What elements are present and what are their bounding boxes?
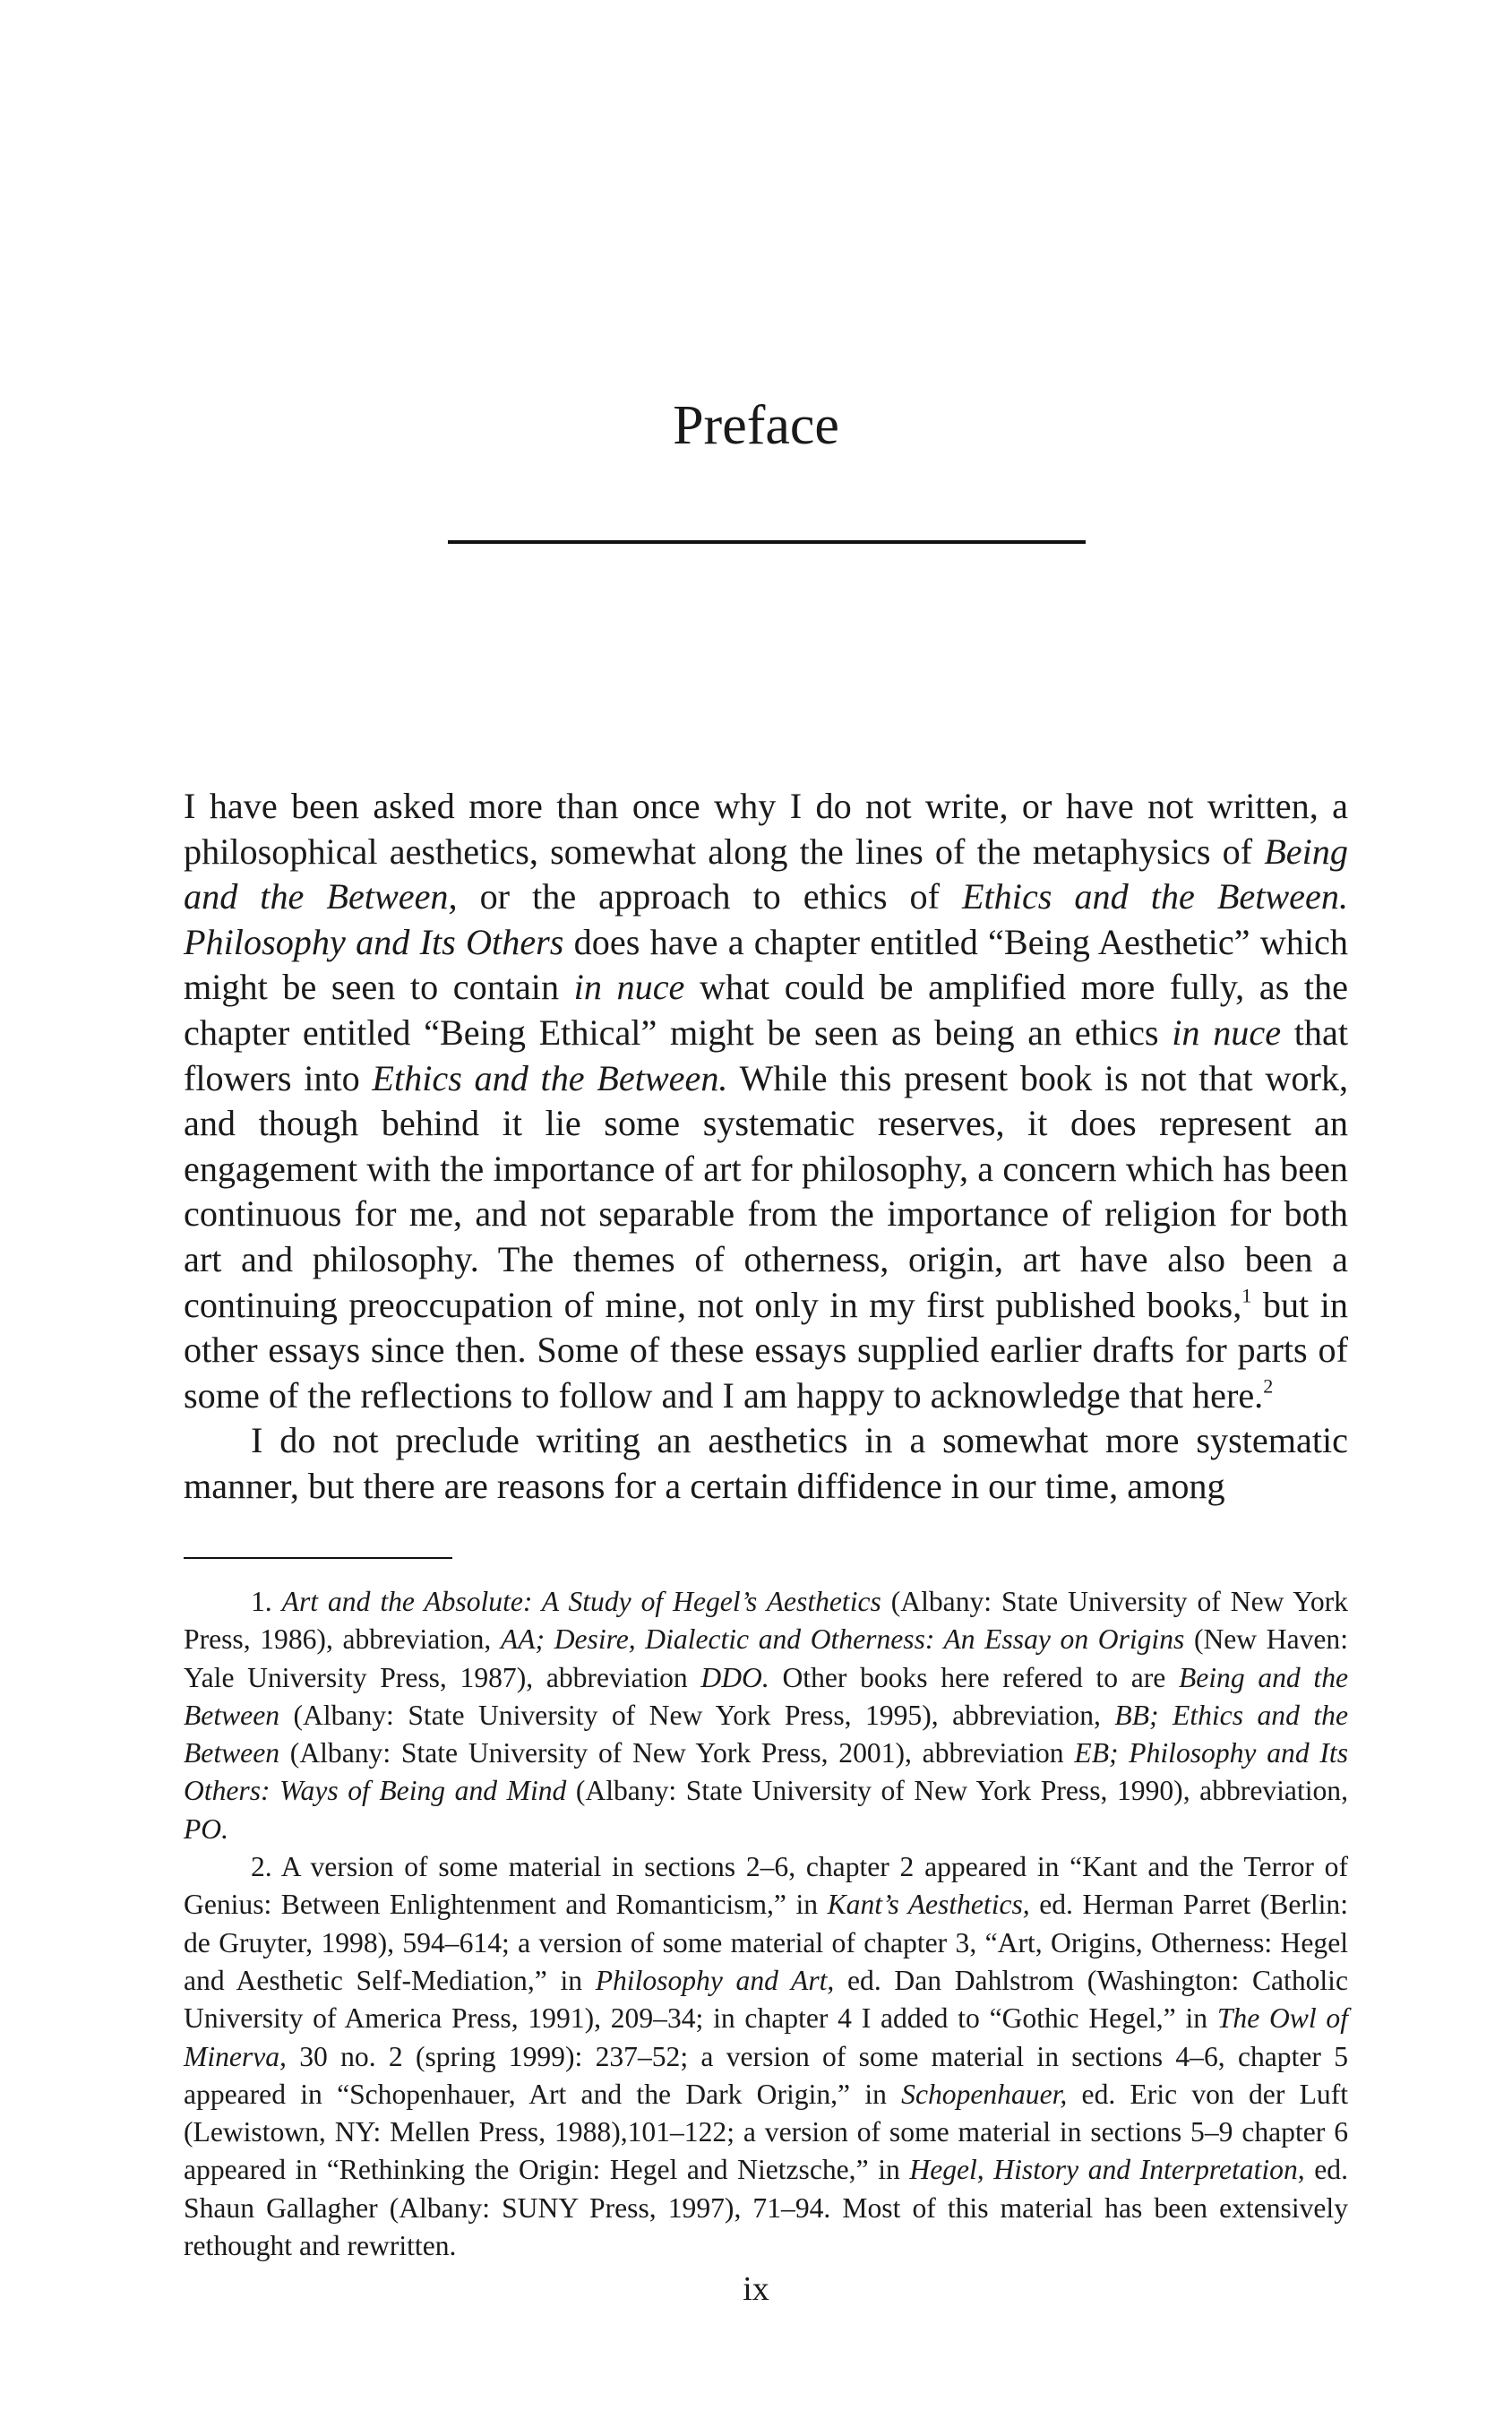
italic-phrase: in nuce bbox=[573, 967, 685, 1008]
page-title: Preface bbox=[673, 395, 839, 456]
text-run: or the approach to ethics of bbox=[457, 876, 962, 917]
text-run: 1. bbox=[251, 1586, 282, 1617]
text-run: (Albany: State University of New York Press, 1995), abbreviation, bbox=[279, 1699, 1115, 1731]
text-run: While this present book is not that work, and though behind it lie some systematic reserves, it does represent an engagement with the importance of art for philosophy, a concern which has been continuous for me, and not separable from the importance of religion for both art and philosophy. The themes of otherness, origin, art have also been a continuing preoccupation of mine, not only in my first published books, bbox=[184, 1057, 1348, 1325]
footnote-ref-2: 2 bbox=[1263, 1374, 1274, 1398]
text-run: (New Haven: Yale University Press, 1987), abbreviation bbox=[184, 1623, 1348, 1693]
body-text bbox=[184, 784, 1348, 1510]
footnote-1 bbox=[184, 1583, 1348, 1848]
italic-title: Ethics and the Between. bbox=[372, 1057, 728, 1098]
text-run: but in other essays since then. Some of these essays supplied earlier drafts for parts of some of the reflections to follow and I am happy to acknowledge that here. bbox=[184, 1284, 1348, 1416]
italic-title: EB; Philosophy and Its Others: Ways of Being and Mind bbox=[184, 1737, 1348, 1807]
italic-title: Being and the Between, bbox=[184, 831, 1348, 917]
text-run: ed. Herman Parret (Berlin: de Gruyter, 1998), 594–614; a version of some material of chapter 3, “Art, Origins, Otherness: Hegel and Aesthetic Self-Mediation,” in bbox=[184, 1889, 1348, 1996]
text-run: that flowers into bbox=[184, 1012, 1349, 1098]
italic-title: Being and the Between bbox=[184, 1661, 1349, 1731]
footnotes bbox=[184, 1583, 1348, 2265]
italic-title: Hegel, History and Interpretation, bbox=[909, 2154, 1305, 2186]
text-run: does have a chapter entitled “Being Aesthetic” which might be seen to contain bbox=[184, 921, 1348, 1008]
body-paragraph: I do not preclude writing an aesthetics in a somewhat more systematic manner, but there are reasons for a certain diffidence in our time, among bbox=[184, 1420, 1348, 1506]
italic-title: BB; Ethics and the Between bbox=[184, 1699, 1348, 1769]
text-run: ed. Dan Dahlstrom (Washington: Catholic University of America Press, 1991), 209–34; in chapter 4 I added to “Gothic Hegel,” in bbox=[184, 1964, 1348, 2035]
italic-title: DDO. bbox=[700, 1661, 769, 1693]
text-run: I have been asked more than once why I do not write, or have not written, a philosophical aesthetics, somewhat along the lines of the metaphysics of bbox=[184, 786, 1348, 872]
italic-title: The Owl of Minerva, bbox=[184, 2002, 1348, 2072]
footnote-rule bbox=[184, 1557, 452, 1559]
footnote-2 bbox=[184, 1848, 1348, 2265]
italic-title: AA; Desire, Dialectic and Otherness: An Essay on Origins bbox=[500, 1623, 1185, 1656]
text-run: (Albany: State University of New York Press, 2001), abbreviation bbox=[279, 1737, 1075, 1769]
italic-title: Art and the Absolute: A Study of Hegel’s Aesthetics bbox=[281, 1586, 881, 1617]
italic-title: Kant’s Aesthetics, bbox=[827, 1889, 1030, 1921]
text-run: Other books here refered to are bbox=[769, 1661, 1179, 1693]
italic-phrase: in nuce bbox=[1172, 1012, 1282, 1053]
italic-title: Ethics and the Between. bbox=[961, 876, 1348, 917]
text-run: 30 no. 2 (spring 1999): 237–52; a version of some material in sections 4–6, chapter 5 appeared in “Schopenhauer, Art and the Dark Origin,” in bbox=[184, 2040, 1348, 2110]
italic-title: Philosophy and Its Others bbox=[184, 921, 564, 962]
footnote-ref-1: 1 bbox=[1241, 1283, 1252, 1306]
text-run: (Albany: State University of New York Press, 1990), abbreviation, bbox=[566, 1775, 1348, 1807]
italic-title: Philosophy and Art, bbox=[595, 1964, 835, 1996]
italic-title: Schopenhauer, bbox=[901, 2078, 1068, 2110]
text-run: what could be amplified more fully, as the chapter entitled “Being Ethical” might be seen as being an ethics bbox=[184, 967, 1348, 1053]
title-rule bbox=[448, 540, 1086, 544]
text-run: (Albany: State University of New York Press, 1986), abbreviation, bbox=[184, 1586, 1348, 1656]
text-run: ed. Eric von der Luft (Lewistown, NY: Mellen Press, 1988),101–122; a version of some material in sections 5–9 chapter 6 appeared in “Rethinking the Origin: Hegel and Nietzsche,” in bbox=[184, 2078, 1348, 2186]
text-run: 2. A version of some material in sections 2–6, chapter 2 appeared in “Kant and the Terror of Genius: Between Enlightenment and Romanticism,” in bbox=[184, 1851, 1348, 1921]
body-paragraph bbox=[184, 784, 1348, 1418]
text-run: ed. Shaun Gallagher (Albany: SUNY Press, 1997), 71–94. Most of this material has been extensively rethought and rewritten. bbox=[184, 2154, 1348, 2262]
page-number: ix bbox=[743, 2270, 769, 2308]
italic-title: PO. bbox=[184, 1812, 229, 1845]
